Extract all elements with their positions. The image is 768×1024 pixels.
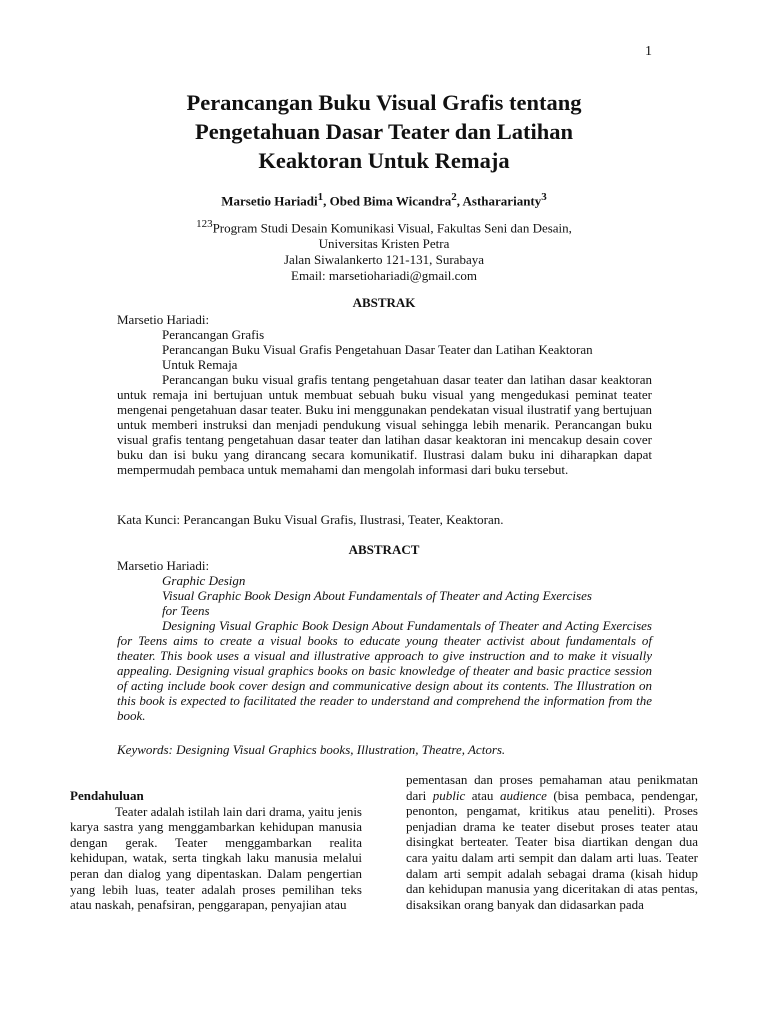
abstrak-block (117, 312, 652, 477)
abstrak-keywords: Kata Kunci: Perancangan Buku Visual Grafis, Ilustrasi, Teater, Keaktoran. (117, 512, 504, 527)
abstrak-body: Perancangan buku visual grafis tentang pengetahuan dasar teater dan latihan dasar keaktoran untuk remaja ini bertujuan untuk membuat sebuah buku visual yang mengedukasi peminat teater mengenai pengetahuan dasar teater. Buku ini menggunakan pendekatan visual ilustratif yang bertujuan untuk memberi instruksi dan menjadi pendukung visual sehingga lebih menarik. Perancangan buku visual grafis tentang pengetahuan dasar teater dan latihan dasar keaktoran ini mencakup desain cover buku dan isi buku yang dirancang secara komunikatif. Ilustrasi dalam buku ini diharapkan dapat mempermudah pembaca untuk memahami dan mengolah informasi dari buku tersebut. (117, 372, 652, 477)
affiliation-email: Email: marsetiohariadi@gmail.com (291, 268, 477, 284)
affiliation-program: Program Studi Desain Komunikasi Visual, Fakultas Seni dan Desain, (212, 220, 572, 236)
author-superscript: 1 (317, 191, 324, 203)
title-line: Pengetahuan Dasar Teater dan Latihan (195, 119, 573, 144)
abstract-field: Graphic Design (162, 573, 246, 588)
abstract-block (117, 558, 652, 723)
abstrak-heading: ABSTRAK (352, 295, 416, 310)
paper-title (100, 88, 668, 175)
page-number: 1 (645, 44, 652, 59)
left-column (70, 788, 362, 913)
title-line: Keaktoran Untuk Remaja (258, 148, 510, 173)
affiliation-line (100, 216, 668, 236)
abstrak-title-line: Untuk Remaja (162, 357, 238, 372)
right-column-italic: audience (499, 787, 547, 803)
affiliation-university: Universitas Kristen Petra (318, 236, 450, 252)
abstrak-field: Perancangan Grafis (162, 327, 265, 342)
abstract-title-line: for Teens (162, 603, 210, 618)
title-line: Perancangan Buku Visual Grafis tentang (186, 90, 582, 115)
right-column-text: (bisa pembaca, pendengar, penonton, pengamat, kritikus atau peneliti). Proses penjadian drama ke teater disebut proses teater atau disingkat berteater. Teater bisa diartikan dengan dua cara yaitu dalam arti sempit dan dalam arti luas. Teater dalam arti sempit adalah sebagai drama (kisah hidup dan kehidupan manusia yang diceritakan di atas pentas, disaksikan orang banyak dan didasarkan pada (406, 787, 698, 912)
abstract-heading: ABSTRACT (348, 542, 420, 557)
author-name: , Astharariant (456, 193, 535, 209)
abstract-body: Designing Visual Graphic Book Design About Fundamentals of Theater and Acting Exercises for Teens aims to create a visual books to educate young theater activist about fundamentals of theater. This book uses a visual and illustrative approach to give instruction and to make it visually appealing. Designing visual graphics books on basic knowledge of theater and basic practice session of acting include book cover design and communicative design about its contents. The Illustration on this book is expected to facilitated the reader to understand and comprehend the information from the book. (117, 618, 652, 723)
abstract-title-line: Visual Graphic Book Design About Fundamentals of Theater and Acting Exercises (162, 588, 592, 603)
abstract-keywords: Keywords: Designing Visual Graphics books, Illustration, Theatre, Actors. (117, 742, 506, 757)
right-column-italic: public (432, 787, 466, 803)
author-superscript: 2 (451, 191, 457, 203)
abstract-author: Marsetio Hariadi: (117, 558, 210, 573)
right-column-text: pementasan dan proses pemahaman atau penikmatan dari (406, 772, 698, 803)
right-column-text: atau (465, 787, 500, 803)
abstrak-title-line: Perancangan Buku Visual Grafis Pengetahuan Dasar Teater dan Latihan Keaktoran (162, 342, 593, 357)
author-list (100, 188, 668, 210)
right-column (406, 772, 698, 912)
section-heading-pendahuluan: Pendahuluan (70, 788, 144, 803)
pendahuluan-body: Teater adalah istilah lain dari drama, yaitu jenis karya sastra yang menggambarkan kehidupan manusia dengan gerak. Teater menggambarkan realita kehidupan, watak, serta tingkah laku manusia melalui peran dan dialog yang dipentaskan. Dalam pengertian yang lebih luas, teater adalah proses pemilihan teks atau naskah, penafsiran, penggarapan, penyajian atau (70, 803, 362, 913)
author-name: Marsetio Hariadi (221, 193, 318, 209)
author-superscript: 3 (541, 191, 547, 203)
affiliation-superscript: 123 (196, 218, 213, 230)
abstrak-author: Marsetio Hariadi: (117, 312, 210, 327)
author-name-end: y (534, 193, 542, 209)
affiliation-address: Jalan Siwalankerto 121-131, Surabaya (283, 252, 484, 268)
author-name: , Obed Bima Wicandra (323, 193, 452, 209)
affiliation (100, 216, 668, 284)
